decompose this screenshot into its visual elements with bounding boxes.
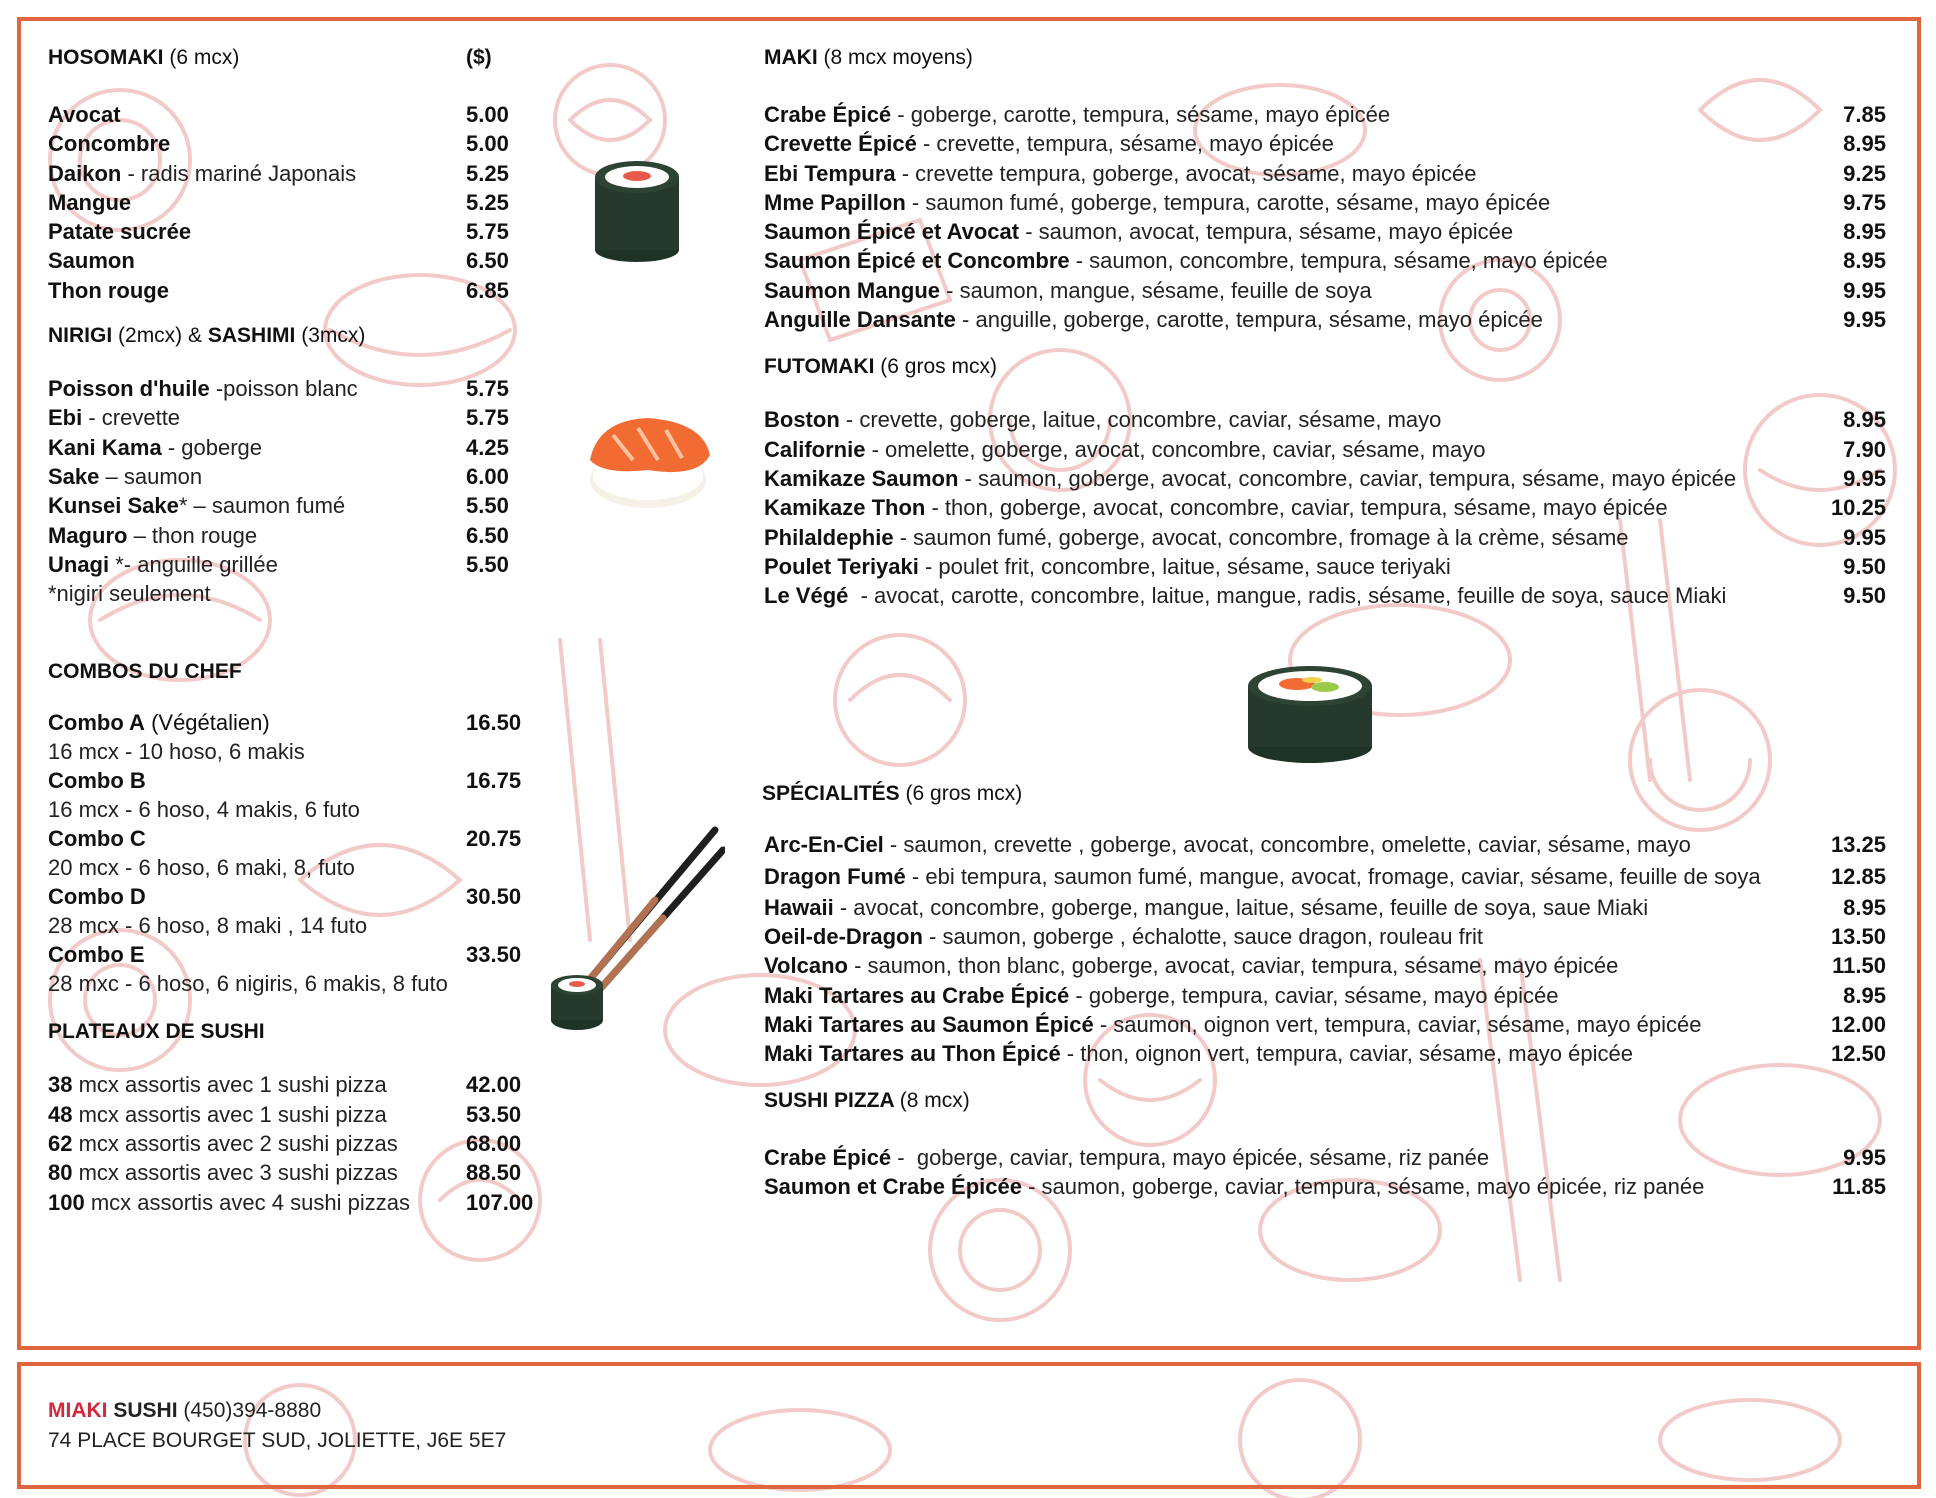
item-name: Avocat [48, 102, 121, 127]
item-desc: - saumon fumé, goberge, avocat, concombre, fromage à la crème, sésame [893, 524, 1629, 550]
brand-name: MIAKI [48, 1399, 108, 1422]
menu-item [764, 435, 1886, 464]
item-desc: - radis mariné Japonais [121, 160, 357, 186]
menu-item [764, 217, 1886, 246]
specialites-title: SPÉCIALITÉS [762, 782, 900, 806]
item-price: 5.75 [466, 376, 509, 402]
item-name: Saumon Mangue [764, 277, 941, 303]
item-price: 12.00 [1830, 1011, 1886, 1037]
item-name: Philaldephie [764, 524, 894, 550]
menu-item [764, 830, 1886, 859]
item-price: 9.95 [1843, 465, 1886, 491]
combo-item [48, 882, 568, 911]
menu-item [764, 493, 1886, 522]
combo-item [48, 824, 568, 853]
item-desc: - ebi tempura, saumon fumé, mangue, avocat, fromage, caviar, sésame, feuille de soya [905, 863, 1761, 889]
menu-item [764, 276, 1886, 305]
menu-item [48, 521, 568, 550]
item-name: Volcano [764, 953, 848, 979]
item-price: 6.50 [466, 522, 509, 548]
item-name: 38 [48, 1072, 73, 1098]
item-price: 7.90 [1843, 436, 1886, 462]
item-name: Le Végé [764, 583, 849, 609]
maki-list [764, 100, 1886, 334]
salmon-nigiri-icon [578, 400, 718, 515]
item-price: 5.75 [466, 405, 509, 431]
sushi-pizza-list [764, 1143, 1886, 1202]
item-desc: - poulet frit, concombre, laitue, sésame, sauce teriyaki [918, 553, 1451, 579]
nigiri-list [48, 374, 568, 608]
menu-item [48, 1129, 568, 1158]
item-name: Mangue [48, 189, 132, 215]
item-name: Kamikaze Thon [764, 495, 926, 521]
address-line: 74 PLACE BOURGET SUD, JOLIETTE, J6E 5E7 [48, 1429, 507, 1452]
item-price: 8.95 [1843, 407, 1886, 433]
item-price: 8.95 [1843, 219, 1886, 245]
specialites-list [764, 830, 1886, 1068]
menu-item [48, 217, 568, 246]
menu-item [48, 246, 568, 275]
menu-item [48, 188, 568, 217]
item-name: Mme Papillon [764, 189, 906, 215]
item-desc: - anguille, goberge, carotte, tempura, sésame, mayo épicée [955, 307, 1543, 333]
item-desc: - avocat, carotte, concombre, laitue, mangue, radis, sésame, feuille de soya, sauce Miaki [848, 583, 1727, 609]
menu-item [48, 1070, 568, 1099]
item-name: Oeil-de-Dragon [764, 924, 923, 950]
futomaki-header [764, 351, 1886, 383]
item-name: Concombre [48, 131, 171, 157]
item-name: Sake [48, 463, 100, 489]
item-price: 12.50 [1830, 1041, 1886, 1067]
item-price: 9.95 [1843, 277, 1886, 303]
item-desc: - goberge, caviar, tempura, mayo épicée, sésame, riz panée [891, 1144, 1490, 1170]
item-name: Maki Tartares au Thon Épicé [764, 1041, 1061, 1067]
item-desc: mcx assortis avec 1 sushi pizza [72, 1072, 387, 1098]
menu-item [48, 374, 568, 403]
menu-item [764, 129, 1886, 158]
item-desc: - saumon, concombre, tempura, sésame, mayo épicée [1069, 248, 1608, 274]
menu-item [764, 159, 1886, 188]
item-price: 6.50 [466, 248, 509, 274]
item-desc: - crevette, tempura, sésame, mayo épicée [916, 131, 1334, 157]
combo-desc: 16 mcx - 6 hoso, 4 makis, 6 futo [48, 797, 360, 823]
item-name: Poulet Teriyaki [764, 553, 919, 579]
item-name: Crevette Épicé [764, 131, 917, 157]
item-desc: - omelette, goberge, avocat, concombre, caviar, sésame, mayo [865, 436, 1486, 462]
item-price: 107.00 [466, 1189, 534, 1215]
item-desc: – saumon [99, 463, 203, 489]
item-name: Poisson d'huile [48, 376, 210, 402]
menu-item [48, 129, 568, 158]
item-price: 10.25 [1830, 495, 1886, 521]
maki-header [764, 42, 1886, 74]
item-name: Dragon Fumé [764, 863, 906, 889]
sushi-pizza-subtitle: (8 mcx) [899, 1088, 970, 1112]
item-desc: mcx assortis avec 2 sushi pizzas [72, 1131, 398, 1157]
item-price: 12.85 [1830, 863, 1886, 889]
item-name: Ebi [48, 405, 83, 431]
item-name: 62 [48, 1131, 73, 1157]
item-desc: mcx assortis avec 1 sushi pizza [72, 1101, 387, 1127]
chopsticks-maki-icon [545, 825, 725, 1035]
menu-item [764, 860, 1886, 893]
combo-price: 16.50 [466, 710, 522, 736]
hosomaki-header [48, 42, 568, 74]
nigiri-header [48, 320, 568, 352]
item-price: 9.75 [1843, 189, 1886, 215]
combo-desc: 16 mcx - 10 hoso, 6 makis [48, 739, 305, 765]
menu-item [48, 276, 568, 305]
item-name: Kamikaze Saumon [764, 465, 959, 491]
item-price: 9.50 [1843, 583, 1886, 609]
item-name: Arc-En-Ciel [764, 832, 884, 858]
menu-item [764, 1010, 1886, 1039]
menu-item [764, 981, 1886, 1010]
sushi-pizza-header [764, 1085, 1886, 1117]
plateaux-list [48, 1070, 568, 1216]
item-price: 5.00 [466, 131, 509, 157]
menu-item [764, 922, 1886, 951]
item-price: 11.50 [1832, 953, 1886, 979]
item-name: Maki Tartares au Crabe Épicé [764, 982, 1070, 1008]
menu-item [48, 1100, 568, 1129]
item-price: 8.95 [1843, 131, 1886, 157]
combo-desc: 28 mxc - 6 hoso, 6 nigiris, 6 makis, 8 futo [48, 971, 448, 997]
item-price: 9.95 [1843, 307, 1886, 333]
maki-title: MAKI [764, 46, 818, 69]
futomaki-title: FUTOMAKI [764, 355, 875, 379]
menu-item [48, 403, 568, 432]
item-price: 6.00 [466, 463, 509, 489]
combo-name: Combo B [48, 768, 146, 794]
menu-item [764, 581, 1886, 610]
item-name: Boston [764, 407, 840, 433]
menu-item [764, 100, 1886, 129]
combo-desc: 20 mcx - 6 hoso, 6 maki, 8, futo [48, 855, 355, 881]
menu-item [48, 159, 568, 188]
item-name: Unagi [48, 551, 110, 577]
menu-item [764, 552, 1886, 581]
hosomaki-subtitle: (6 mcx) [169, 46, 240, 69]
menu-item [48, 550, 568, 579]
item-desc: - goberge [161, 434, 263, 460]
item-desc: - crevette [82, 405, 181, 431]
item-price: 8.95 [1843, 982, 1886, 1008]
item-price: 6.85 [466, 277, 509, 303]
menu-item [48, 491, 568, 520]
item-desc: - thon, goberge, avocat, concombre, caviar, tempura, sésame, mayo épicée [925, 495, 1668, 521]
menu-item [764, 1143, 1886, 1172]
combo-desc: 28 mcx - 6 hoso, 8 maki , 14 futo [48, 913, 368, 939]
item-desc: * – saumon fumé [178, 493, 346, 519]
plateaux-header [48, 1016, 568, 1048]
item-desc: - saumon, mangue, sésame, feuille de soya [940, 277, 1372, 303]
combos-title: COMBOS DU CHEF [48, 660, 242, 684]
item-name: Hawaii [764, 894, 834, 920]
item-desc: - avocat, concombre, goberge, mangue, laitue, sésame, feuille de soya, saue Miaki [833, 894, 1649, 920]
menu-item [764, 1172, 1886, 1201]
item-name: 100 [48, 1189, 85, 1215]
item-name: 80 [48, 1160, 73, 1186]
combo-price: 20.75 [466, 826, 522, 852]
item-price: 7.85 [1843, 102, 1886, 127]
item-desc: *- anguille grillée [109, 551, 278, 577]
item-name: Saumon Épicé et Avocat [764, 219, 1020, 245]
sushi-pizza-title: SUSHI PIZZA [764, 1088, 894, 1112]
item-desc: - saumon, crevette , goberge, avocat, concombre, omelette, caviar, sésame, mayo [883, 832, 1691, 858]
menu-item [764, 893, 1886, 922]
plateaux-title: PLATEAUX DE SUSHI [48, 1020, 265, 1044]
item-name: Saumon Épicé et Concombre [764, 248, 1070, 274]
item-name: Patate sucrée [48, 219, 192, 245]
item-price: 5.00 [466, 102, 509, 127]
combo-item [48, 766, 568, 795]
item-desc: mcx assortis avec 3 sushi pizzas [72, 1160, 398, 1186]
menu-item [764, 405, 1886, 434]
item-desc: -poisson blanc [209, 376, 358, 402]
combo-name: Combo D [48, 884, 146, 910]
item-price: 9.95 [1843, 1144, 1886, 1170]
brand-sushi: SUSHI [113, 1399, 178, 1422]
item-desc: mcx assortis avec 4 sushi pizzas [84, 1189, 410, 1215]
menu-item [764, 464, 1886, 493]
futomaki-list [764, 405, 1886, 610]
maki-subtitle: (8 mcx moyens) [823, 46, 973, 69]
item-price: 9.50 [1843, 553, 1886, 579]
item-price: 88.50 [466, 1160, 522, 1186]
item-price: 5.50 [466, 551, 509, 577]
combos-header [48, 656, 568, 688]
specialites-subtitle: (6 gros mcx) [905, 782, 1023, 806]
specialites-header [762, 778, 1886, 810]
item-price: 5.25 [466, 189, 509, 215]
item-desc: - saumon, thon blanc, goberge, avocat, caviar, tempura, sésame, mayo épicée [847, 953, 1619, 979]
item-price: 68.00 [466, 1131, 522, 1157]
item-name: Kani Kama [48, 434, 162, 460]
hosomaki-list [48, 100, 568, 305]
combo-name: Combo C [48, 826, 146, 852]
item-name: Saumon [48, 248, 135, 274]
item-name: Ebi Tempura [764, 160, 896, 186]
nigiri-note: *nigiri seulement [48, 581, 211, 607]
item-name: Thon rouge [48, 277, 169, 303]
sashimi-title: SASHIMI [207, 324, 296, 348]
menu-item [764, 951, 1886, 980]
menu-item [764, 1039, 1886, 1068]
menu-item [48, 1158, 568, 1187]
menu-item [48, 433, 568, 462]
item-price: 9.95 [1843, 524, 1886, 550]
combo-price: 33.50 [466, 942, 522, 968]
sashimi-subtitle: (3mcx) [301, 324, 366, 348]
item-desc: - saumon, goberge, caviar, tempura, sésame, mayo épicée, riz panée [1021, 1173, 1705, 1199]
item-price: 13.50 [1830, 924, 1886, 950]
item-desc: - saumon fumé, goberge, tempura, carotte, sésame, mayo épicée [905, 189, 1551, 215]
combo-name: Combo A [48, 710, 145, 736]
item-name: Daikon [48, 160, 122, 186]
item-price: 5.75 [466, 219, 509, 245]
nigiri-title: NIRIGI [48, 324, 113, 348]
item-price: 5.50 [466, 493, 509, 519]
item-price: 11.85 [1832, 1173, 1886, 1199]
item-desc: - goberge, carotte, tempura, sésame, mayo épicée [891, 102, 1391, 127]
item-name: Californie [764, 436, 866, 462]
item-price: 8.95 [1843, 894, 1886, 920]
item-name: Kunsei Sake [48, 493, 179, 519]
item-desc: - saumon, goberge , échalotte, sauce dragon, rouleau frit [922, 924, 1484, 950]
item-price: 42.00 [466, 1072, 522, 1098]
menu-item [764, 523, 1886, 552]
item-price: 13.25 [1830, 832, 1886, 858]
item-desc: - goberge, tempura, caviar, sésame, mayo épicée [1069, 982, 1559, 1008]
menu-item [48, 100, 568, 129]
combos-list [48, 708, 568, 998]
item-price: 53.50 [466, 1101, 522, 1127]
item-desc: - thon, oignon vert, tempura, caviar, sésame, mayo épicée [1060, 1041, 1633, 1067]
item-price: 4.25 [466, 434, 509, 460]
combo-extra: (Végétalien) [144, 710, 270, 736]
maki-roll-icon [590, 155, 684, 265]
item-desc: - crevette, goberge, laitue, concombre, caviar, sésame, mayo [839, 407, 1442, 433]
nigiri-subtitle: (2mcx) & [118, 324, 208, 348]
item-desc: – thon rouge [127, 522, 258, 548]
menu-item [48, 1188, 568, 1217]
item-name: Maguro [48, 522, 128, 548]
combo-item [48, 940, 568, 969]
combo-price: 30.50 [466, 884, 522, 910]
item-price: 8.95 [1843, 248, 1886, 274]
item-name: Crabe Épicé [764, 102, 892, 127]
restaurant-footer [48, 1396, 506, 1456]
item-name: 48 [48, 1101, 73, 1127]
item-desc: - saumon, goberge, avocat, concombre, caviar, tempura, sésame, mayo épicée [958, 465, 1737, 491]
combo-item [48, 708, 568, 737]
currency-label: ($) [466, 46, 492, 69]
combo-price: 16.75 [466, 768, 522, 794]
hosomaki-title: HOSOMAKI [48, 46, 164, 69]
menu-item [764, 188, 1886, 217]
futomaki-subtitle: (6 gros mcx) [880, 355, 997, 379]
item-price: 5.25 [466, 160, 509, 186]
item-desc: - saumon, avocat, tempura, sésame, mayo épicée [1019, 219, 1514, 245]
item-name: Anguille Dansante [764, 307, 956, 333]
item-name: Crabe Épicé [764, 1144, 892, 1170]
item-desc: - crevette tempura, goberge, avocat, sésame, mayo épicée [895, 160, 1477, 186]
right-column [764, 42, 1886, 1201]
menu-item [764, 246, 1886, 275]
item-name: Saumon et Crabe Épicée [764, 1173, 1022, 1199]
item-desc: - saumon, oignon vert, tempura, caviar, sésame, mayo épicée [1093, 1011, 1702, 1037]
left-column [48, 42, 568, 1217]
menu-item [48, 462, 568, 491]
phone-number[interactable]: (450)394-8880 [183, 1399, 322, 1422]
item-price: 9.25 [1843, 160, 1886, 186]
item-name: Maki Tartares au Saumon Épicé [764, 1011, 1094, 1037]
footer-brand-line [48, 1396, 506, 1426]
combo-name: Combo E [48, 942, 145, 968]
menu-item [764, 305, 1886, 334]
